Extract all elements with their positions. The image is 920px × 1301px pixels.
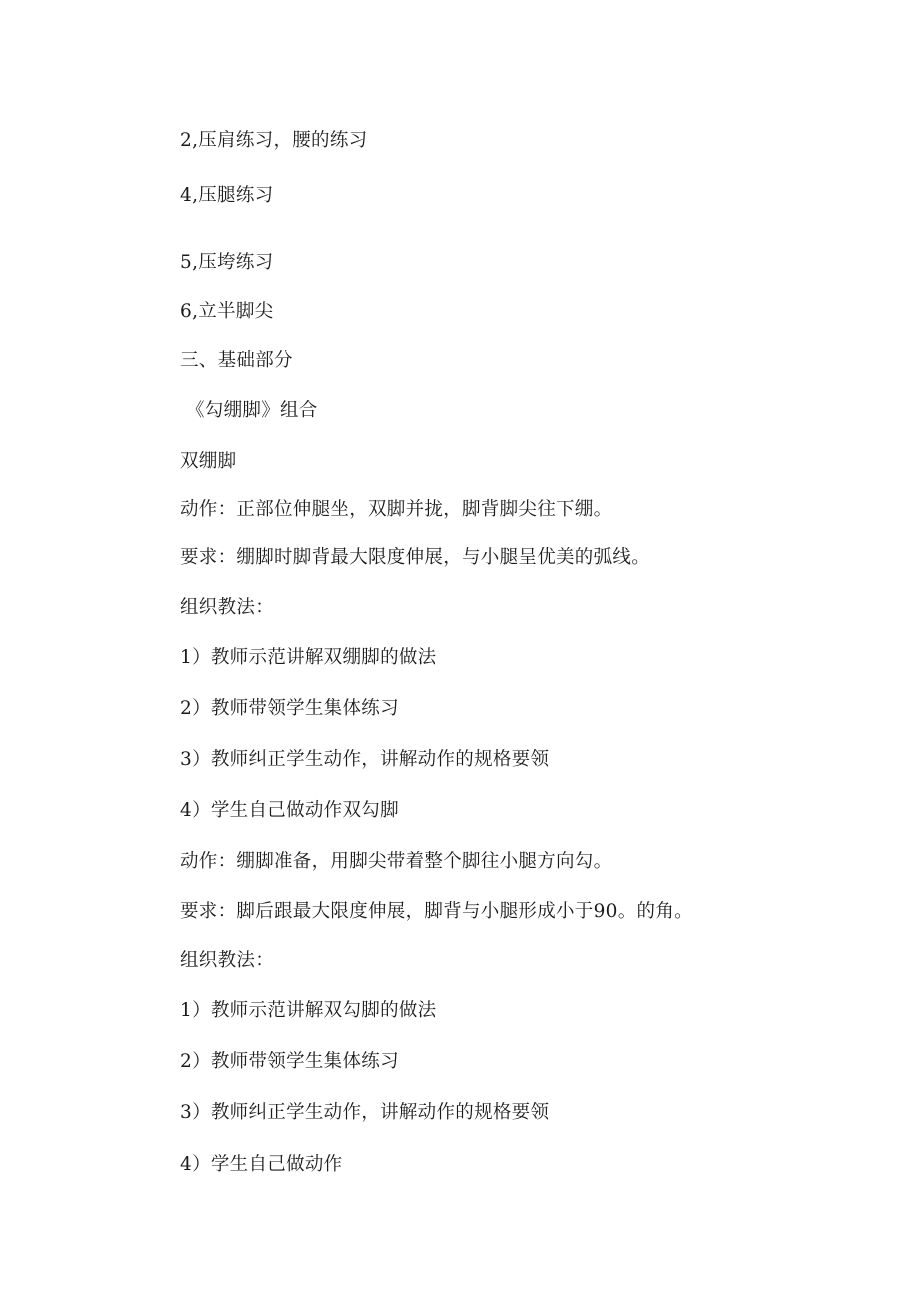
teaching-step-1a: 1）教师示范讲解双绷脚的做法: [180, 647, 437, 668]
text-line-warmup-hip: 5,压垮练习: [180, 252, 274, 273]
teaching-step-3a: 3）教师纠正学生动作，讲解动作的规格要领: [180, 749, 550, 770]
teaching-step-2a: 2）教师带领学生集体练习: [180, 698, 399, 719]
section-heading-basics: 三、基础部分: [180, 350, 293, 371]
teaching-step-1b: 1）教师示范讲解双勾脚的做法: [180, 1000, 437, 1021]
text-line-warmup-shoulder-waist: 2,压肩练习，腰的练习: [180, 130, 368, 151]
combination-title: 《勾绷脚》组合: [186, 400, 318, 421]
teaching-step-4a: 4）学生自己做动作双勾脚: [180, 800, 399, 821]
action-description-flex: 动作：绷脚准备，用脚尖带着整个脚往小腿方向勾。: [180, 851, 613, 872]
teaching-step-2b: 2）教师带领学生集体练习: [180, 1051, 399, 1072]
action-description-point: 动作：正部位伸腿坐，双脚并拢，脚背脚尖往下绷。: [180, 499, 613, 520]
text-line-warmup-demi-pointe: 6,立半脚尖: [180, 301, 274, 322]
requirement-flex: 要求：脚后跟最大限度伸展，脚背与小腿形成小于90。的角。: [180, 901, 693, 922]
teaching-method-heading-2: 组织教法：: [180, 950, 275, 971]
text-line-warmup-leg: 4,压腿练习: [180, 185, 274, 206]
teaching-method-heading-1: 组织教法：: [180, 597, 275, 618]
requirement-point: 要求：绷脚时脚背最大限度伸展，与小腿呈优美的弧线。: [180, 547, 651, 568]
teaching-step-4b: 4）学生自己做动作: [180, 1154, 343, 1175]
teaching-step-3b: 3）教师纠正学生动作，讲解动作的规格要领: [180, 1102, 550, 1123]
subsection-double-point: 双绷脚: [180, 451, 237, 472]
